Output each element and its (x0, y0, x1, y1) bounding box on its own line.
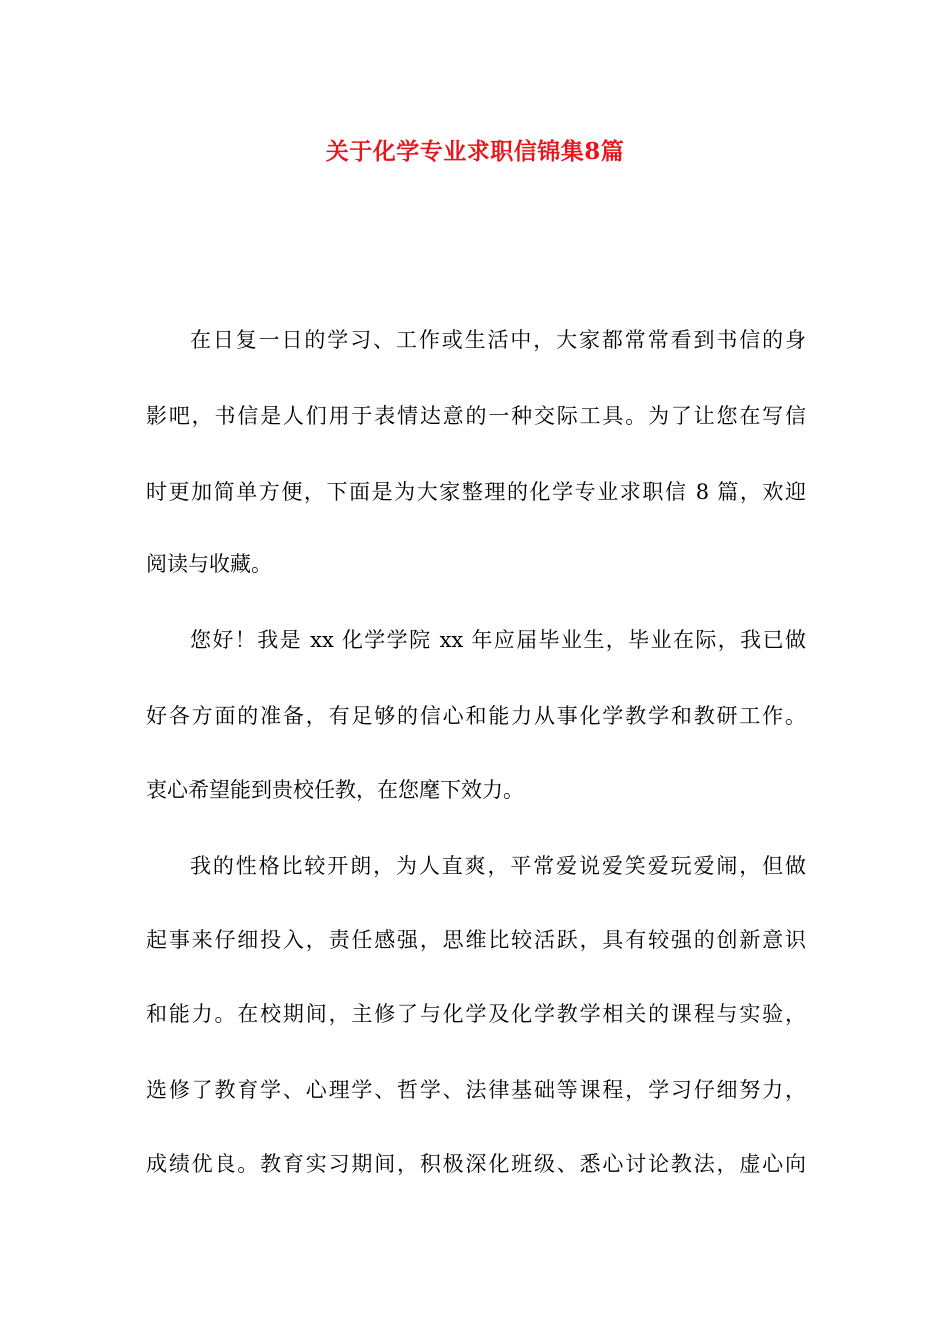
paragraph-3-line-5: 成绩优良。教育实习期间，积极深化班级、悉心讨论教法，虚心向 (146, 1152, 806, 1176)
paragraph-2-line-1: 您好！我是 xx 化学学院 xx 年应届毕业生，毕业在际，我已做 (190, 628, 806, 652)
paragraph-3-line-1: 我的性格比较开朗，为人直爽，平常爱说爱笑爱玩爱闹，但做 (190, 854, 806, 878)
document-title: 关于化学专业求职信锦集8篇 (325, 138, 625, 165)
paragraph-3-line-2: 起事来仔细投入，责任感强，思维比较活跃，具有较强的创新意识 (146, 928, 806, 952)
paragraph-1-line-4: 阅读与收藏。 (146, 552, 272, 576)
paragraph-2-line-3: 衷心希望能到贵校任教，在您麾下效力。 (146, 778, 524, 802)
paragraph-1-line-1: 在日复一日的学习、工作或生活中，大家都常常看到书信的身 (190, 328, 806, 352)
paragraph-1-line-3: 时更加简单方便，下面是为大家整理的化学专业求职信 8 篇，欢迎 (146, 480, 806, 504)
paragraph-2-line-2: 好各方面的准备，有足够的信心和能力从事化学教学和教研工作。 (146, 704, 806, 728)
paragraph-3-line-3: 和能力。在校期间，主修了与化学及化学教学相关的课程与实验， (146, 1002, 806, 1026)
paragraph-3-line-4: 选修了教育学、心理学、哲学、法律基础等课程，学习仔细努力， (146, 1078, 806, 1102)
paragraph-1-line-2: 影吧，书信是人们用于表情达意的一种交际工具。为了让您在写信 (146, 404, 806, 428)
